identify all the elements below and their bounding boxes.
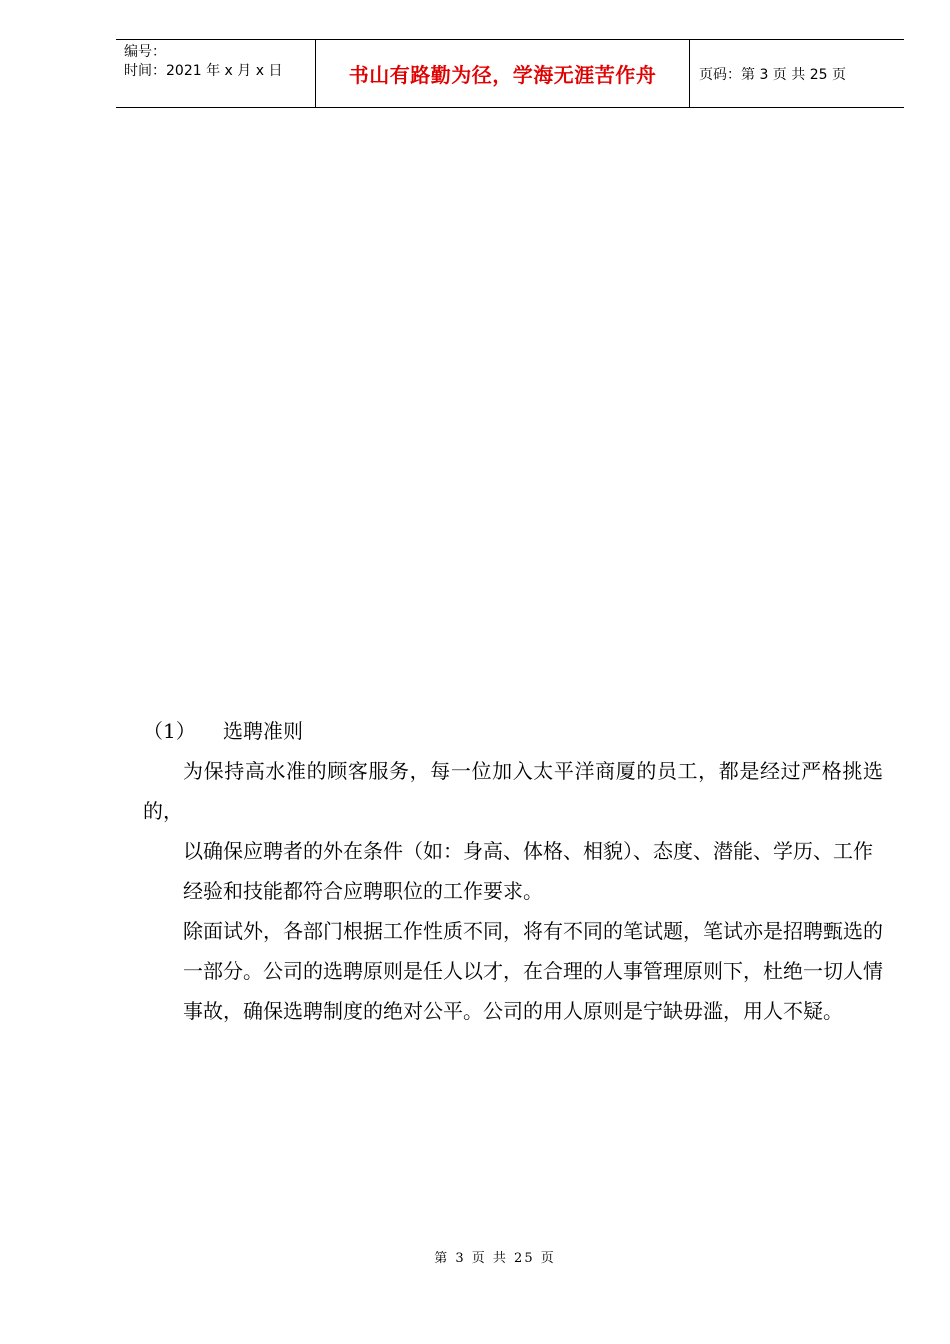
paragraph: 事故，确保选聘制度的绝对公平。公司的用人原则是宁缺毋滥，用人不疑。 xyxy=(183,999,843,1023)
header-meta xyxy=(116,40,316,107)
page-header xyxy=(116,39,904,108)
header-motto: 书山有路勤为径，学海无涯苦作舟 xyxy=(316,40,690,107)
section-heading xyxy=(143,711,883,751)
paragraph: 除面试外，各部门根据工作性质不同，将有不同的笔试题，笔试亦是招聘甄选的 xyxy=(183,919,883,943)
document-body xyxy=(143,711,883,1031)
header-page-info: 页码：第 3 页 共 25 页 xyxy=(699,66,846,83)
paragraph: 经验和技能都符合应聘职位的工作要求。 xyxy=(183,879,543,903)
paragraph: 一部分。公司的选聘原则是任人以才，在合理的人事管理原则下，杜绝一切人情 xyxy=(183,959,883,983)
page-footer: 第 3 页 共 25 页 xyxy=(434,1251,556,1266)
paragraph: 为保持高水准的顾客服务，每一位加入太平洋商厦的员工，都是经过严格挑选的， xyxy=(143,759,883,823)
section-number: （1） xyxy=(143,719,196,743)
time-label: 时间：2021 年 x 月 x 日 xyxy=(124,63,283,79)
section-title: 选聘准则 xyxy=(223,719,303,743)
paragraph: 以确保应聘者的外在条件（如：身高、体格、相貌）、态度、潜能、学历、工作 xyxy=(183,839,873,863)
code-label: 编号： xyxy=(124,44,166,60)
